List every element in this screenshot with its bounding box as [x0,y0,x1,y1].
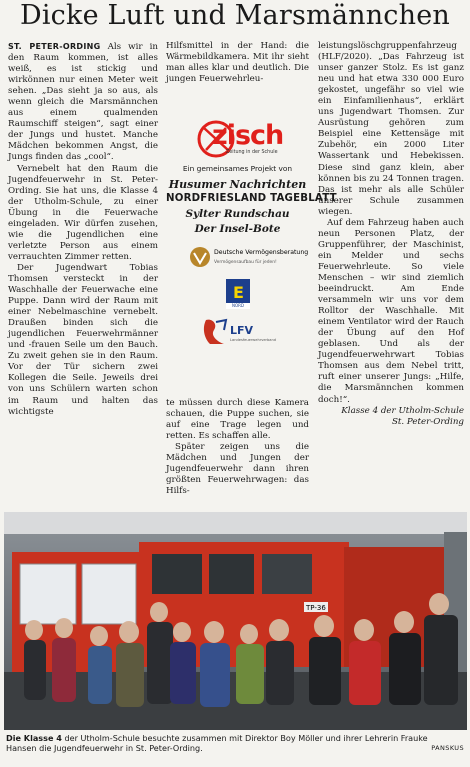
article-column-1 [8,41,158,418]
paragraph: te müssen durch diese Kamera schauen, die Puppe suchen, sie auf eine Trage legen und retten. Es schaffen alle. [166,398,309,442]
paragraph: Auf dem Fahrzeug haben auch neun Personen Platz, der Gruppenführer, der Maschinist, ein Melder und sechs Feuerwehrleute. So viele Menschen – wir sind ziemlich beeindruckt. Am Ende versammeln wir uns vor dem Rolltor der Waschhalle. Mit einem Ventilator wird der Rauch der Übung auf den Hof geblasen. Und als der Jugendfeuerwehrwart Tobias Thomsen aus dem Nebel tritt, ruft einer unserer Jungs: „Hilfe, die Marsmännchen kommen doch!“. [318,217,464,405]
zisch-wordmark: zisch [212,120,284,151]
group-photo-image [4,512,467,730]
newspaper-sylter: Sylter Rundschau [185,208,290,220]
dvb-tagline: Vermögensaufbau für jeden! [214,260,277,265]
edeka-logo-icon [226,279,250,309]
paragraph: leistungslöschgruppenfahrzeug (HLF/2020). „Das Fahrzeug ist unser ganzer Stolz. Es ist ganz neu und hat etwa 330 000 Euro gekostet, ungefähr so viel wie ein Einfamilienhaus“, erklärt uns Jugendwart Thomsen. Zur Ausrüstung gehören zum Beispiel eine Kettensäge mit Zubehör, ein 2000 Liter Wassertank und Hebekissen. Diese sind ganz klein, aber können bis zu 24 Tonnen tragen. Das ist mehr als alle Schüler unserer Schule zusammen wiegen. [318,41,464,217]
photo-caption [6,733,436,754]
edeka-letter: E [233,283,244,302]
paragraph: Hilfsmittel in der Hand: die Wärmebildkamera. Mit ihr sieht man alles klar und deutlich. Die jungen Feuerwehrleu- [166,41,309,85]
edeka-nord: NORD [226,303,250,309]
newspaper-inselbote: Der Insel-Bote [194,223,281,235]
photo-credit: PANSKUS [431,744,464,752]
signature-place: St. Peter-Ording [391,416,464,427]
dateline: ST. PETER-ORDING [8,42,101,51]
caption-text: der Utholm-Schule besuchte zusammen mit Direktor Boy Möller und ihrer Lehrerin Frauke Hansen die Jugendfeuerwehr in St. Peter-Ording. [6,733,428,754]
article-column-2-top [166,41,309,85]
signature: Klasse 4 der Utholm-Schule [341,405,464,416]
paragraph: Später zeigen uns die Mädchen und Jungen der Jugendfeuerwehr dann ihren größten Feuerwehrwagen: das Hilfs- [166,442,309,497]
truck-plate: TP-36 [306,604,326,612]
article-column-2-bottom [166,398,309,497]
paragraph: Der Jugendwart Tobias Thomsen versteckt in der Waschhalle der Feuerwache eine Puppe. Dann wird der Raum mit einer Nebelmaschine vernebelt. Draußen binden sich die jugendlichen Feuerwehrmänner und -frauen Seile um den Bauch. Zu zweit gehen sie in den Raum. Vor der Tür sichern zwei Kollegen die Seile. Jeweils drei von uns Schülern warten schon im Raum und halten das wichtigste [8,262,158,417]
caption-bold: Die Klasse 4 [6,733,62,743]
sponsor-box [166,112,337,384]
newspaper-nordfriesland: NORDFRIESLAND TAGEBLATT [166,193,337,204]
lfv-text: LFV [230,324,254,337]
dvb-name: Deutsche Vermögensberatung [214,249,309,256]
article-column-3 [318,41,464,428]
headline: Dicke Luft und Marsmännchen [20,0,450,31]
newspaper-husumer: Husumer Nachrichten [168,178,307,191]
zisch-subtitle: Zeitung in der Schule [226,150,278,155]
lfv-logo-icon [202,316,277,348]
paragraph-text: Als wir in den Raum kommen, ist alles weiß, es ist stickig und wirkönnen nur einen Meter weit sehen. „Das sieht ja so aus, als wenn gleich die Marsmännchen aus einem qualmenden Raumschiff steigen“, sagt einer der Jungs und hustet. Manche Mädchen bekommen Angst, die Jungs finden das „cool“. [8,42,158,163]
project-label: Ein gemeinsames Projekt von [182,164,293,173]
dvb-logo-icon [190,244,309,270]
group-photo [4,512,467,730]
paragraph: Vernebelt hat den Raum die Jugendfeuerwehr in St. Peter-Ording. Sie hat uns, die Klasse 4 der Utholm-Schule, zu einer Übung in die Feuerwache eingeladen. Wir dürfen zusehen, wie die Jugendlichen eine verletzte Person aus einem verrauchten Zimmer retten. [8,163,158,262]
paragraph [8,41,158,164]
lfv-sub: Landesfeuerwehrverband [230,338,277,342]
